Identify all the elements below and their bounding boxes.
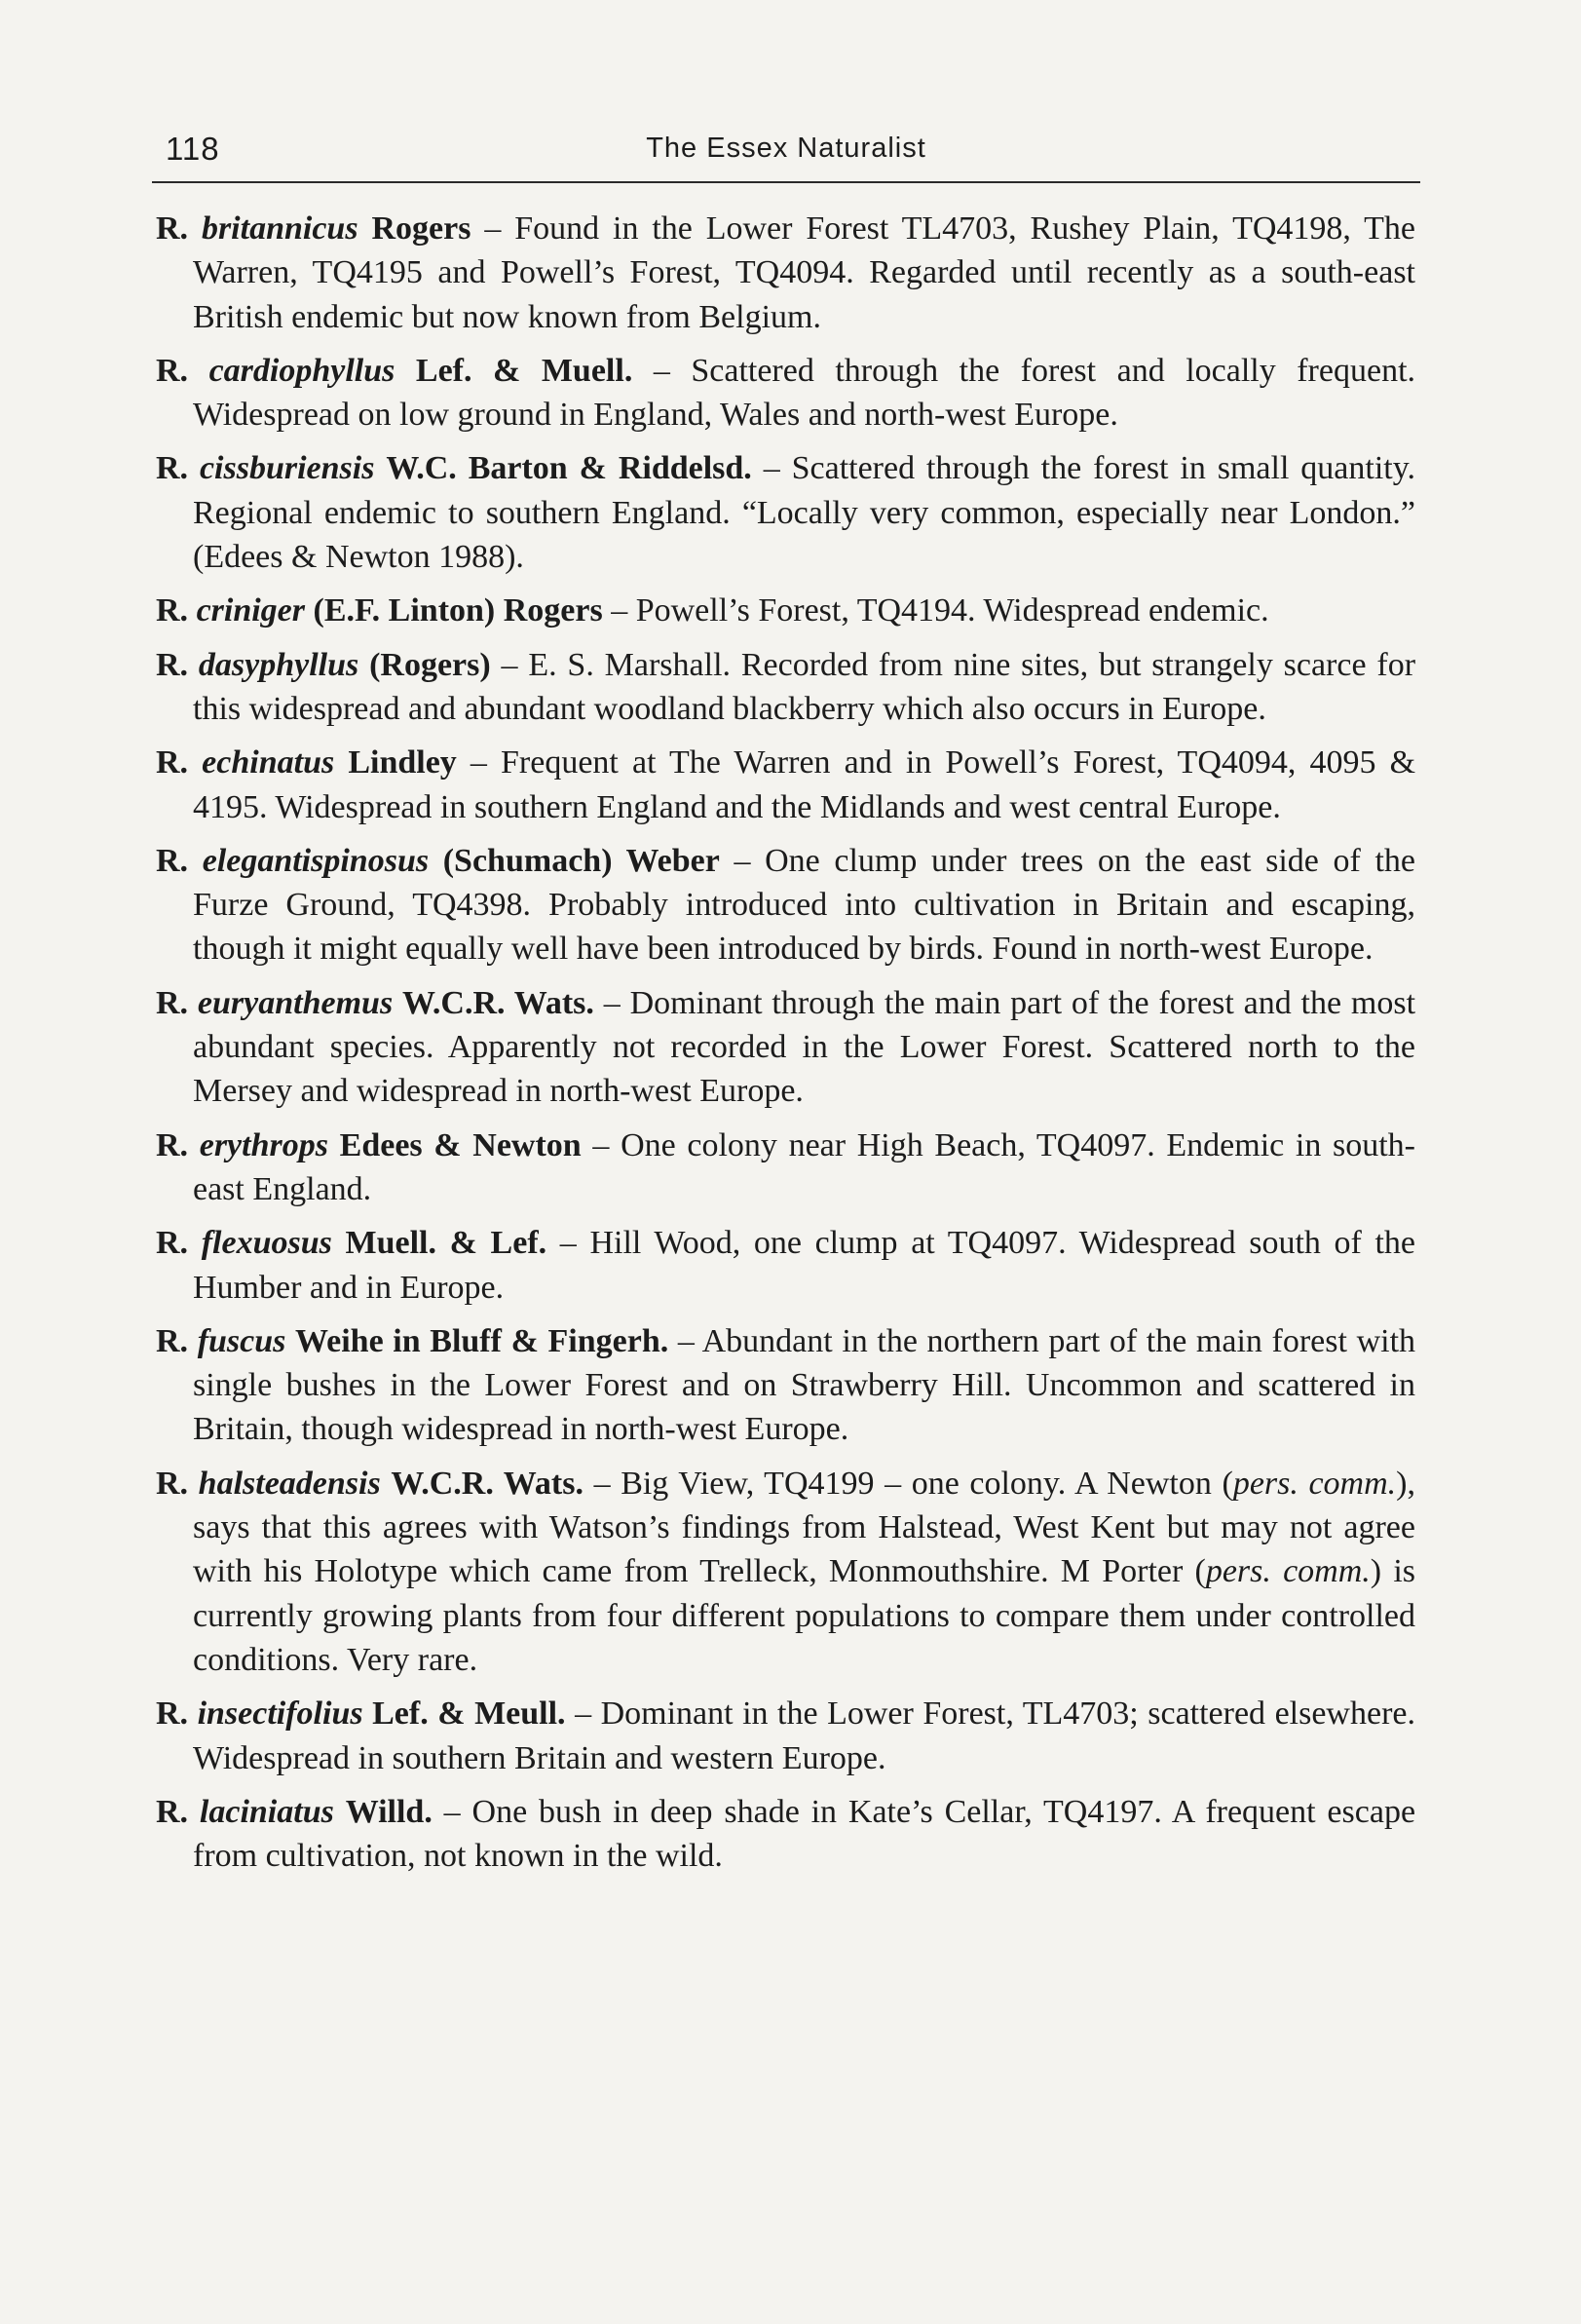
entry-genus: R. xyxy=(156,842,189,879)
entry-species: elegantispinosus xyxy=(202,842,430,879)
entry-description: E. S. Marshall. Recorded from nine sites, but strangely scarce for this widespread and abundant woodland blackberry which also occurs in Europe. xyxy=(193,646,1416,727)
entry-authority: Weihe in Bluff & Fingerh. xyxy=(295,1322,669,1359)
species-entry: R. flexuosus Muell. & Lef. – Hill Wood, one clump at TQ4097. Widespread south of the Humber and in Europe. xyxy=(156,1225,1416,1306)
species-entry: R. erythrops Edees & Newton – One colony near High Beach, TQ4097. Endemic in south-east England. xyxy=(156,1126,1416,1207)
entry-species: laciniatus xyxy=(199,1793,334,1830)
entry-authority: (Schumach) Weber xyxy=(442,842,720,879)
entry-species: dasyphyllus xyxy=(198,646,359,683)
entry-authority: Edees & Newton xyxy=(339,1126,582,1163)
species-entry: R. echinatus Lindley – Frequent at The Warren and in Powell’s Forest, TQ4094, 4095 & 4195. Widespread in southern England and the Midlands and west central Europe. xyxy=(156,744,1416,825)
entry-genus: R. xyxy=(156,1126,189,1163)
entry-species: criniger xyxy=(196,592,306,629)
entry-description: Found in the Lower Forest TL4703, Rushey Plain, TQ4198, The Warren, TQ4195 and Powell’s Forest, TQ4094. Regarded until recently as a south-east British endemic but now known from Belgium. xyxy=(193,210,1416,335)
page-number: 118 xyxy=(166,131,220,167)
entry-species: britannicus xyxy=(201,210,358,247)
species-entry: R. britannicus Rogers – Found in the Lower Forest TL4703, Rushey Plain, TQ4198, The Warren, TQ4195 and Powell’s Forest, TQ4094. Regarded until recently as a south-east British endemic but now known from Belgium. xyxy=(156,210,1416,335)
species-entry: R. fuscus Weihe in Bluff & Fingerh. – Abundant in the northern part of the main forest with single bushes in the Lower Forest and on Strawberry Hill. Uncommon and scattered in Britain, though widespread in north-west Europe. xyxy=(156,1322,1416,1448)
entry-genus: R. xyxy=(156,1465,189,1502)
entry-genus: R. xyxy=(156,1695,189,1733)
entry-authority: W.C.R. Wats. xyxy=(402,984,594,1021)
entry-species: cardiophyllus xyxy=(208,352,395,389)
entry-description: Hill Wood, one clump at TQ4097. Widespread south of the Humber and in Europe. xyxy=(193,1225,1416,1306)
entry-description: One colony near High Beach, TQ4097. Endemic in south-east England. xyxy=(193,1126,1416,1207)
entry-species: insectifolius xyxy=(197,1695,363,1733)
entry-description: Dominant in the Lower Forest, TL4703; scattered elsewhere. Widespread in southern Britain and western Europe. xyxy=(193,1695,1415,1776)
entry-authority: Lef. & Meull. xyxy=(372,1695,566,1733)
entry-species: fuscus xyxy=(197,1322,286,1359)
entry-description: Dominant through the main part of the forest and the most abundant species. Apparently not recorded in the Lower Forest. Scattered north to the Mersey and widespread in north-west Europe. xyxy=(193,984,1416,1110)
entry-authority: W.C. Barton & Riddelsd. xyxy=(386,450,752,487)
entry-species: euryanthemus xyxy=(197,984,394,1021)
species-entry: R. criniger (E.F. Linton) Rogers – Powell’s Forest, TQ4194. Widespread endemic. xyxy=(156,592,1269,629)
entry-description: Abundant in the northern part of the main forest with single bushes in the Lower Forest and on Strawberry Hill. Uncommon and scattered in Britain, though widespread in north-west Europe. xyxy=(193,1322,1416,1448)
page-header xyxy=(152,125,1420,183)
entry-authority: Muell. & Lef. xyxy=(345,1225,547,1262)
entry-authority: (E.F. Linton) Rogers xyxy=(313,592,603,629)
entry-description: Scattered through the forest and locally frequent. Widespread on low ground in England, Wales and north-west Europe. xyxy=(193,352,1416,434)
species-entry: R. halsteadensis W.C.R. Wats. – Big View, TQ4199 – one colony. A Newton (pers. comm.), says that this agrees with Watson’s findings from Halstead, West Kent but may not agree with his Holotype which came from Trelleck, Monmouthshire. M Porter (pers. comm.) is currently growing plants from four different populations to compare them under controlled conditions. Very rare. xyxy=(156,1465,1415,1678)
entry-authority: Rogers xyxy=(371,210,471,247)
entry-genus: R. xyxy=(156,646,189,683)
species-entry: R. laciniatus Willd. – One bush in deep shade in Kate’s Cellar, TQ4197. A frequent escape from cultivation, not known in the wild. xyxy=(156,1793,1416,1875)
entry-genus: R. xyxy=(156,1793,189,1830)
species-entry: R. euryanthemus W.C.R. Wats. – Dominant through the main part of the forest and the most abundant species. Apparently not recorded in the Lower Forest. Scattered north to the Mersey and widespread in north-west Europe. xyxy=(156,984,1416,1110)
entry-genus: R. xyxy=(156,1322,189,1359)
entry-description: Powell’s Forest, TQ4194. Widespread endemic. xyxy=(635,592,1269,629)
species-list xyxy=(156,207,1415,1887)
species-entry: R. cissburiensis W.C. Barton & Riddelsd. – Scattered through the forest in small quantity. Regional endemic to southern England. “Locally very common, especially near London.” (Edees & Newton 1988). xyxy=(156,450,1416,576)
entry-authority: Willd. xyxy=(345,1793,433,1830)
species-entry: R. cardiophyllus Lef. & Muell. – Scattered through the forest and locally frequent. Widespread on low ground in England, Wales and north-west Europe. xyxy=(156,352,1416,434)
entry-species: cissburiensis xyxy=(199,450,375,487)
species-entry: R. elegantispinosus (Schumach) Weber – One clump under trees on the east side of the Furze Ground, TQ4398. Probably introduced into cultivation in Britain and escaping, though it might equally well have been introduced by birds. Found in north-west Europe. xyxy=(156,842,1416,968)
entry-genus: R. xyxy=(156,210,189,247)
entry-species: erythrops xyxy=(199,1126,328,1163)
entry-authority: Lef. & Muell. xyxy=(415,352,633,389)
entry-species: echinatus xyxy=(202,744,335,781)
species-entry: R. dasyphyllus (Rogers) – E. S. Marshall. Recorded from nine sites, but strangely scarce for this widespread and abundant woodland blackberry which also occurs in Europe. xyxy=(156,646,1416,727)
entry-description: Frequent at The Warren and in Powell’s Forest, TQ4094, 4095 & 4195. Widespread in southern England and the Midlands and west central Europe. xyxy=(193,744,1416,825)
entry-description: Big View, TQ4199 – one colony. A Newton (pers. comm.), says that this agrees with Watson’s findings from Halstead, West Kent but may not agree with his Holotype which came from Trelleck, Monmouthshire. M Porter (pers. comm.) is currently growing plants from four different populations to compare them under controlled conditions. Very rare. xyxy=(193,1465,1415,1678)
entry-species: flexuosus xyxy=(201,1225,332,1262)
entry-authority: W.C.R. Wats. xyxy=(391,1465,583,1502)
entry-genus: R. xyxy=(156,1225,189,1262)
entry-genus: R. xyxy=(156,592,189,629)
entry-genus: R. xyxy=(156,352,189,389)
entry-authority: Lindley xyxy=(348,744,457,781)
entry-authority: (Rogers) xyxy=(369,646,491,683)
entry-genus: R. xyxy=(156,984,189,1021)
entry-description: One bush in deep shade in Kate’s Cellar, TQ4197. A frequent escape from cultivation, not known in the wild. xyxy=(193,1793,1416,1875)
entry-description: One clump under trees on the east side of the Furze Ground, TQ4398. Probably introduced into cultivation in Britain and escaping, though it might equally well have been introduced by birds. Found in north-west Europe. xyxy=(193,842,1416,968)
entry-species: halsteadensis xyxy=(198,1465,381,1502)
entry-description: Scattered through the forest in small quantity. Regional endemic to southern England. “Locally very common, especially near London.” (Edees & Newton 1988). xyxy=(193,450,1416,576)
entry-genus: R. xyxy=(156,450,189,487)
running-head: The Essex Naturalist xyxy=(646,133,926,164)
entry-genus: R. xyxy=(156,744,189,781)
species-entry: R. insectifolius Lef. & Meull. – Dominant in the Lower Forest, TL4703; scattered elsewhere. Widespread in southern Britain and western Europe. xyxy=(156,1695,1415,1776)
